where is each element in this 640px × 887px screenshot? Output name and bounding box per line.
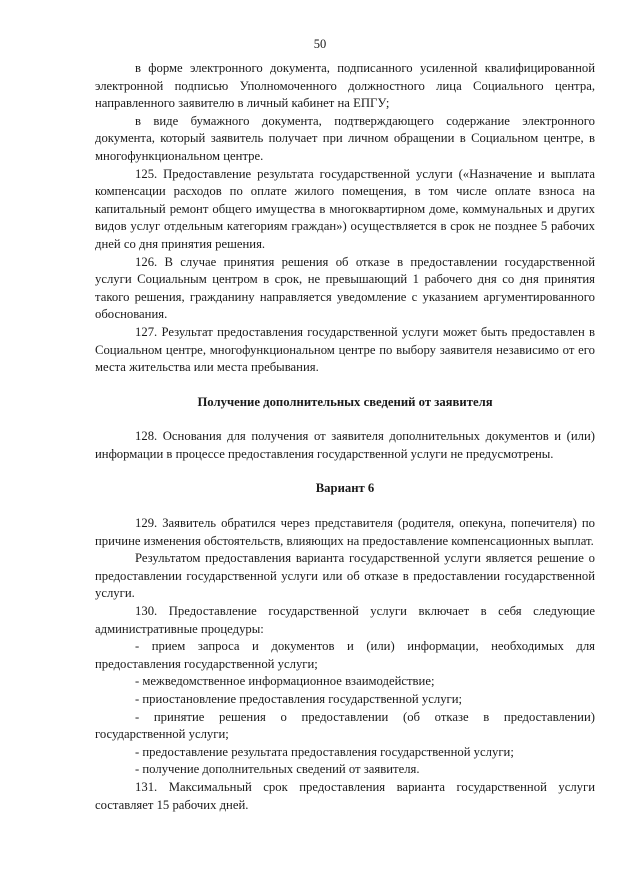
paragraph-125: 125. Предоставление результата государственной услуги («Назначение и выплата компенсации расходов по оплате жилого помещения, в том числе оплате взноса на капитальный ремонт общего имущества в многоквартирном доме, коммунальных и других видов услуг отдельным категориям граждан») осуществляется в срок не позднее 5 рабочих дней со дня принятия решения.	[95, 166, 595, 251]
document-body	[95, 60, 595, 814]
procedure-item: - межведомственное информационное взаимодействие;	[135, 674, 435, 689]
procedure-item: - принятие решения о предоставлении (об отказе в предоставлении) государственной услуги;	[95, 709, 595, 742]
paragraph-128: 128. Основания для получения от заявителя дополнительных документов и (или) информации в процессе предоставления государственной услуги не предусмотрены.	[95, 429, 595, 461]
procedure-item: - прием запроса и документов и (или) информации, необходимых для предоставления государственной услуги;	[95, 639, 595, 671]
paragraph: в виде бумажного документа, подтверждающего содержание электронного документа, который заявитель получает при личном обращении в Социальном центре, в многофункциональном центре.	[95, 113, 595, 163]
section-heading-additional-info: Получение дополнительных сведений от заявителя	[197, 394, 493, 409]
procedure-item: - получение дополнительных сведений от заявителя.	[135, 762, 420, 777]
procedure-item: - приостановление предоставления государственной услуги;	[135, 692, 463, 706]
procedure-item: - предоставление результата предоставления государственной услуги;	[135, 744, 514, 759]
section-heading-variant-6: Вариант 6	[315, 481, 375, 496]
paragraph-result: Результатом предоставления варианта государственной услуги является решение о предоставлении государственной услуги или об отказе в предоставлении государственной услуги.	[95, 551, 595, 601]
paragraph-131: 131. Максимальный срок предоставления варианта государственной услуги составляет 15 рабочих дней.	[95, 779, 595, 812]
paragraph-126: 126. В случае принятия решения об отказе в предоставлении государственной услуги Социальным центром в срок, не превышающий 1 рабочего дня со дня принятия такого решения, гражданину направляется уведомление с указанием аргументированного обоснования.	[95, 254, 595, 322]
paragraph-129: 129. Заявитель обратился через представителя (родителя, опекуна, попечителя) по причине изменения обстоятельств, влияющих на предоставление компенсационных выплат.	[95, 516, 595, 548]
page-number: 50	[313, 37, 327, 51]
paragraph-127: 127. Результат предоставления государственной услуги может быть предоставлен в Социальном центре, многофункциональном центре по выбору заявителя независимо от его места жительства или места пребывания.	[95, 324, 595, 375]
paragraph: в форме электронного документа, подписанного усиленной квалифицированной электронной подписью Уполномоченного должностного лица Социального центра, направленного заявителю в личный кабинет на ЕПГУ;	[95, 61, 595, 111]
paragraph-130: 130. Предоставление государственной услуги включает в себя следующие административные процедуры:	[95, 604, 595, 636]
